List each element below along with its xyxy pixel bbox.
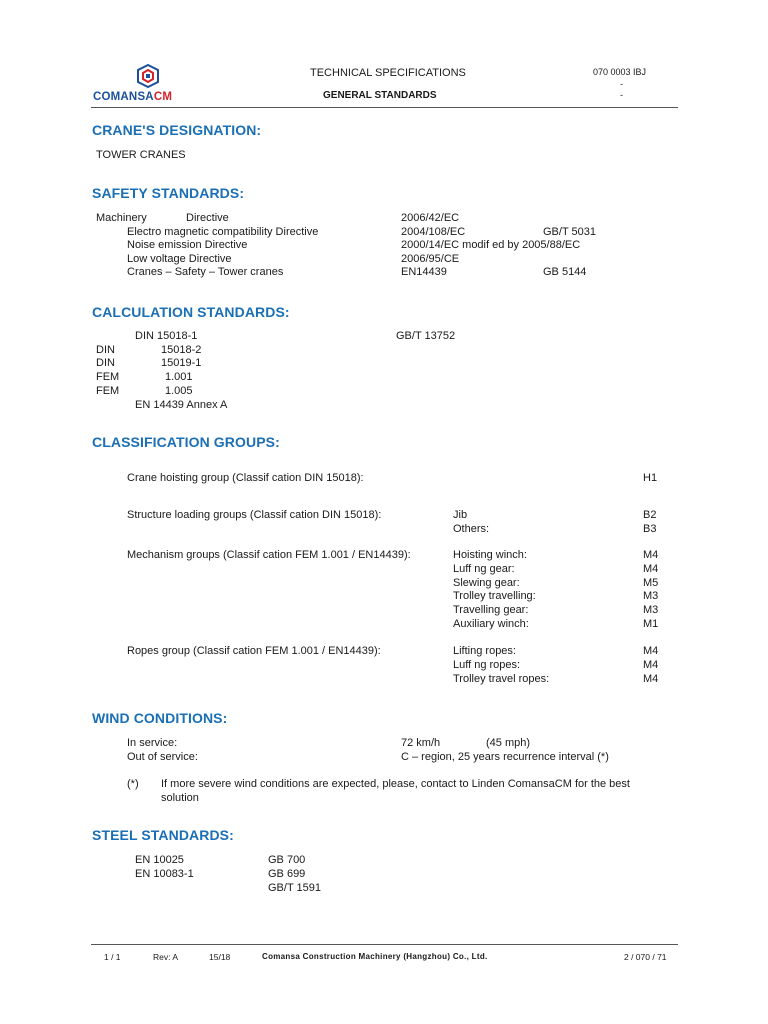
class-item-value: M4 bbox=[643, 563, 659, 575]
out-service-value: C – region, 25 years recurrence interval (*) bbox=[401, 751, 609, 763]
wind-note-line-1: If more severe wind conditions are expected, please, contact to Linden ComansaCM for the best bbox=[161, 778, 630, 790]
crane-value: TOWER CRANES bbox=[96, 149, 186, 161]
hoisting-label: Crane hoisting group (Classif cation DIN 15018): bbox=[127, 472, 364, 484]
footer-rev: Rev: A bbox=[153, 952, 179, 962]
steel-en: EN 10025 bbox=[135, 854, 184, 866]
safety-label: Low voltage Directive bbox=[127, 253, 232, 265]
safety-ref: 2000/14/EC modif ed by 2005/88/EC bbox=[401, 239, 581, 251]
class-item-value: M4 bbox=[643, 673, 659, 685]
structure-label: Structure loading groups (Classif cation DIN 15018): bbox=[127, 509, 382, 521]
calculation-num: 15018-2 bbox=[161, 344, 202, 356]
safety-ref: 2006/42/EC bbox=[401, 212, 460, 224]
calculation-num: 15019-1 bbox=[161, 357, 202, 369]
wind-note-marker: (*) bbox=[127, 778, 139, 790]
class-item-value: B2 bbox=[643, 509, 657, 521]
steel-heading: STEEL STANDARDS: bbox=[92, 827, 234, 843]
doc-title: TECHNICAL SPECIFICATIONS bbox=[310, 67, 466, 79]
class-item-name: Travelling gear: bbox=[453, 604, 529, 616]
steel-gb: GB 700 bbox=[268, 854, 306, 866]
class-item-value: B3 bbox=[643, 523, 657, 535]
calculation-heading: CALCULATION STANDARDS: bbox=[92, 304, 290, 320]
footer-date: 15/18 bbox=[209, 952, 231, 962]
class-item-value: M4 bbox=[643, 645, 659, 657]
class-item-name: Trolley travelling: bbox=[453, 590, 536, 602]
calculation-gb: GB/T 13752 bbox=[396, 330, 456, 342]
safety-ref: EN14439 bbox=[401, 266, 447, 278]
safety-gb: GB 5144 bbox=[543, 266, 587, 278]
mechanism-label: Mechanism groups (Classif cation FEM 1.001 / EN14439): bbox=[127, 549, 411, 561]
class-item-name: Hoisting winch: bbox=[453, 549, 527, 561]
wind-note-line-2: solution bbox=[161, 792, 199, 804]
class-item-name: Auxiliary winch: bbox=[453, 618, 529, 630]
calculation-annex: EN 14439 Annex A bbox=[135, 399, 228, 411]
calculation-prefix: DIN bbox=[96, 344, 115, 356]
hoisting-value: H1 bbox=[643, 472, 658, 484]
in-service-mph: (45 mph) bbox=[486, 737, 531, 749]
class-item-name: Luff ng ropes: bbox=[453, 659, 521, 671]
in-service-kmh: 72 km/h bbox=[401, 737, 441, 749]
steel-en: EN 10083-1 bbox=[135, 868, 194, 880]
safety-gb: GB/T 5031 bbox=[543, 226, 596, 238]
class-item-name: Lifting ropes: bbox=[453, 645, 516, 657]
footer-divider bbox=[91, 944, 678, 945]
doc-dash-2: - bbox=[620, 90, 623, 100]
class-item-value: M3 bbox=[643, 590, 659, 602]
safety-heading: SAFETY STANDARDS: bbox=[92, 185, 245, 201]
steel-gb: GB 699 bbox=[268, 868, 306, 880]
footer-page: 1 / 1 bbox=[104, 952, 121, 962]
calculation-num: 1.005 bbox=[165, 385, 193, 397]
steel-gb: GB/T 1591 bbox=[268, 882, 321, 894]
class-item-value: M4 bbox=[643, 549, 659, 561]
calculation-prefix: FEM bbox=[96, 385, 120, 397]
doc-subtitle: GENERAL STANDARDS bbox=[323, 90, 437, 101]
safety-label: Machinery bbox=[96, 212, 147, 224]
class-item-value: M4 bbox=[643, 659, 659, 671]
in-service-label: In service: bbox=[127, 737, 178, 749]
comansa-logo-icon bbox=[137, 64, 159, 88]
wind-heading: WIND CONDITIONS: bbox=[92, 710, 228, 726]
crane-heading: CRANE'S DESIGNATION: bbox=[92, 122, 262, 138]
calculation-std: DIN 15018-1 bbox=[135, 330, 198, 342]
footer-company: Comansa Construction Machinery (Hangzhou) Co., Ltd. bbox=[262, 952, 488, 961]
out-service-label: Out of service: bbox=[127, 751, 198, 763]
class-item-value: M5 bbox=[643, 577, 659, 589]
class-item-value: M1 bbox=[643, 618, 659, 630]
safety-label: Directive bbox=[186, 212, 229, 224]
company-logo-text: COMANSACM bbox=[93, 91, 173, 103]
header-divider bbox=[91, 107, 678, 108]
calculation-prefix: FEM bbox=[96, 371, 120, 383]
calculation-prefix: DIN bbox=[96, 357, 115, 369]
class-item-name: Trolley travel ropes: bbox=[453, 673, 550, 685]
calculation-num: 1.001 bbox=[165, 371, 193, 383]
safety-label: Electro magnetic compatibility Directive bbox=[127, 226, 319, 238]
class-item-name: Luff ng gear: bbox=[453, 563, 515, 575]
safety-label: Noise emission Directive bbox=[127, 239, 248, 251]
class-item-name: Slewing gear: bbox=[453, 577, 520, 589]
class-item-value: M3 bbox=[643, 604, 659, 616]
class-item-name: Jib bbox=[453, 509, 468, 521]
safety-label: Cranes – Safety – Tower cranes bbox=[127, 266, 284, 278]
ropes-label: Ropes group (Classif cation FEM 1.001 / EN14439): bbox=[127, 645, 381, 657]
doc-dash-1: - bbox=[620, 79, 623, 89]
safety-ref: 2006/95/CE bbox=[401, 253, 460, 265]
footer-ref: 2 / 070 / 71 bbox=[624, 952, 667, 962]
doc-code: 070 0003 IBJ bbox=[593, 67, 647, 77]
class-item-name: Others: bbox=[453, 523, 490, 535]
safety-ref: 2004/108/EC bbox=[401, 226, 466, 238]
classification-heading: CLASSIFICATION GROUPS: bbox=[92, 434, 280, 450]
